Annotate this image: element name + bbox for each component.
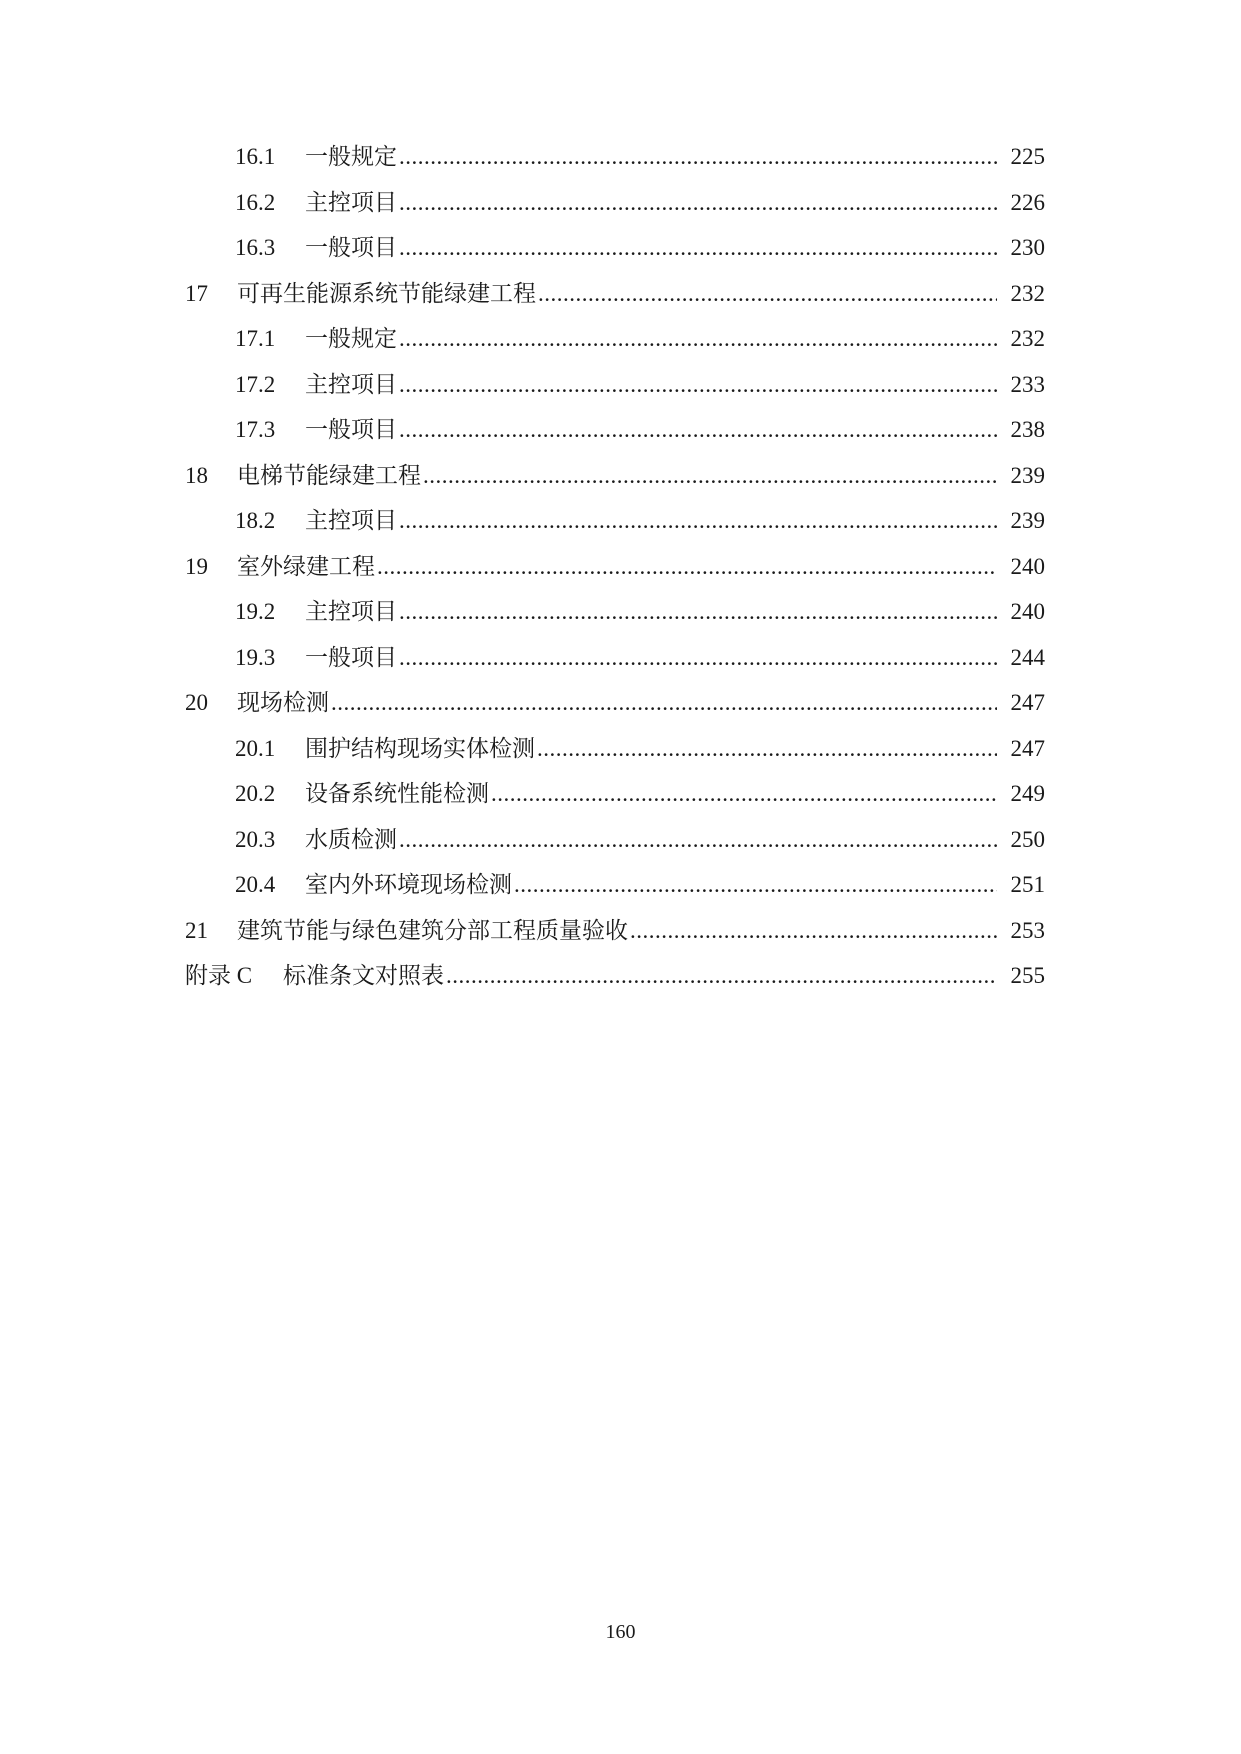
toc-dot-leader (377, 547, 997, 587)
toc-entry-number: 16.1 (235, 144, 276, 169)
toc-dot-leader (399, 501, 997, 541)
toc-entry-number: 19.3 (235, 644, 276, 670)
toc-entry-title: 一般项目 (305, 644, 397, 670)
toc-entry[interactable] (0, 410, 1241, 450)
toc-entry-number: 20.2 (235, 781, 276, 806)
toc-entry-number: 19 (185, 553, 208, 579)
toc-entry-number: 18 (185, 462, 208, 488)
toc-entry-title: 主控项目 (305, 508, 397, 533)
toc-entry[interactable] (0, 547, 1241, 587)
toc-entry-number: 20 (185, 690, 208, 715)
toc-entry[interactable] (0, 820, 1241, 860)
toc-entry[interactable] (0, 592, 1241, 632)
toc-dot-leader (399, 592, 997, 632)
toc-entry-number: 17 (185, 280, 208, 306)
toc-entry-page: 240 (1010, 553, 1045, 579)
toc-entry-number: 17.1 (235, 326, 276, 351)
toc-entry[interactable] (0, 456, 1241, 496)
toc-dot-leader (423, 456, 997, 496)
toc-entry[interactable] (0, 956, 1241, 996)
toc-entry-title: 一般项目 (305, 417, 397, 442)
toc-dot-leader (331, 683, 997, 723)
toc-entry-title: 室外绿建工程 (237, 553, 375, 579)
toc-entry[interactable] (0, 774, 1241, 814)
toc-entry-title: 标准条文对照表 (283, 963, 444, 988)
toc-entry-number: 19.2 (235, 599, 276, 624)
toc-dot-leader (514, 865, 997, 905)
toc-dot-leader (399, 365, 997, 405)
toc-entry-number: 16.3 (235, 235, 276, 260)
toc-entry-title: 设备系统性能检测 (305, 781, 489, 806)
toc-dot-leader (399, 228, 997, 268)
toc-entry-page: 226 (1010, 189, 1045, 215)
toc-entry[interactable] (0, 365, 1241, 405)
toc-entry-title: 一般规定 (305, 326, 397, 351)
toc-entry-title: 一般规定 (305, 144, 397, 169)
toc-entry-page: 238 (1010, 417, 1045, 442)
toc-entry[interactable] (0, 137, 1241, 177)
toc-entry-page: 232 (1010, 326, 1045, 351)
toc-entry-number: 17.3 (235, 417, 276, 442)
toc-entry-number: 16.2 (235, 189, 276, 215)
toc-entry-title: 主控项目 (305, 599, 397, 624)
toc-entry[interactable] (0, 911, 1241, 951)
toc-entry-page: 247 (1010, 735, 1045, 761)
toc-entry-page: 239 (1010, 508, 1045, 533)
toc-entry-page: 251 (1010, 872, 1045, 897)
toc-entry-page: 253 (1010, 917, 1045, 943)
page-number: 160 (605, 1621, 636, 1643)
toc-dot-leader (399, 638, 997, 678)
toc-entry[interactable] (0, 638, 1241, 678)
toc-entry-page: 233 (1010, 371, 1045, 397)
toc-entry-page: 225 (1010, 144, 1045, 169)
toc-entry-page: 232 (1010, 280, 1045, 306)
toc-dot-leader (399, 183, 997, 223)
toc-entry-page: 239 (1010, 462, 1045, 488)
toc-dot-leader (630, 911, 997, 951)
toc-entry-number: 21 (185, 917, 208, 943)
toc-dot-leader (399, 410, 997, 450)
toc-entry-number: 20.3 (235, 826, 276, 852)
toc-entry-number: 18.2 (235, 508, 276, 533)
toc-entry[interactable] (0, 729, 1241, 769)
toc-entry-page: 255 (1010, 963, 1045, 988)
toc-entry-page: 249 (1010, 781, 1045, 806)
toc-entry[interactable] (0, 183, 1241, 223)
toc-entry-title: 主控项目 (305, 189, 397, 215)
toc-entry-title: 现场检测 (237, 690, 329, 715)
toc-entry[interactable] (0, 865, 1241, 905)
toc-entry[interactable] (0, 683, 1241, 723)
toc-entry-page: 244 (1010, 644, 1045, 670)
toc-dot-leader (491, 774, 997, 814)
toc-dot-leader (537, 729, 997, 769)
toc-dot-leader (399, 137, 997, 177)
toc-entry-title: 主控项目 (305, 371, 397, 397)
toc-entry-number: 20.4 (235, 872, 276, 897)
toc-entry[interactable] (0, 274, 1241, 314)
toc-dot-leader (538, 274, 997, 314)
toc-entry-title: 建筑节能与绿色建筑分部工程质量验收 (237, 917, 628, 943)
toc-entry[interactable] (0, 501, 1241, 541)
toc-entry-title: 一般项目 (305, 235, 397, 260)
toc-entry-title: 围护结构现场实体检测 (305, 735, 535, 761)
toc-entry[interactable] (0, 228, 1241, 268)
toc-dot-leader (399, 319, 997, 359)
toc-entry-number: 17.2 (235, 371, 276, 397)
toc-dot-leader (399, 820, 997, 860)
toc-dot-leader (446, 956, 997, 996)
toc-entry-page: 250 (1010, 826, 1045, 852)
toc-entry-page: 230 (1010, 235, 1045, 260)
toc-entry-title: 室内外环境现场检测 (305, 872, 512, 897)
toc-entry-number: 附录 C (185, 963, 253, 988)
toc-entry-title: 可再生能源系统节能绿建工程 (237, 280, 536, 306)
toc-entry[interactable] (0, 319, 1241, 359)
toc-entry-title: 水质检测 (305, 826, 397, 852)
toc-entry-page: 247 (1010, 690, 1045, 715)
toc-entry-page: 240 (1010, 599, 1045, 624)
toc-entry-title: 电梯节能绿建工程 (237, 462, 421, 488)
toc-entry-number: 20.1 (235, 735, 276, 761)
